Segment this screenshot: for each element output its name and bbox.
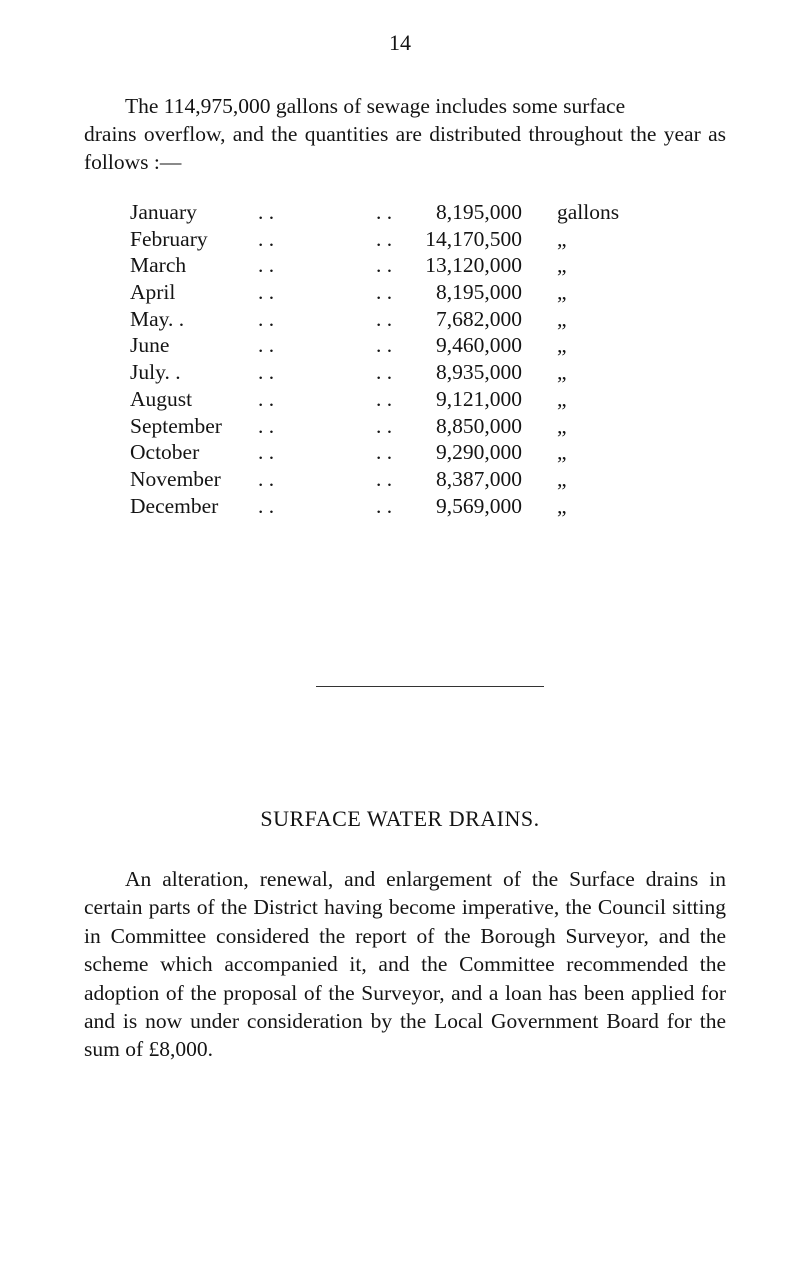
month-label: July. . <box>130 360 181 385</box>
leader-dots: . . <box>258 466 275 491</box>
unit-label: „ <box>557 333 567 358</box>
unit-label: „ <box>557 253 567 278</box>
gallons-amount: 9,569,000 <box>436 493 522 518</box>
leader-dots: . . <box>376 440 393 465</box>
leader-dots: . . <box>376 466 393 491</box>
month-label: August <box>130 386 193 411</box>
month-label: June <box>130 333 170 358</box>
unit-label: „ <box>557 440 567 465</box>
leader-dots: . . <box>376 386 393 411</box>
monthly-flow-table <box>130 200 620 520</box>
intro-paragraph <box>84 92 726 176</box>
table-row <box>130 413 567 441</box>
leader-dots: . . <box>376 253 393 278</box>
month-label: September <box>130 413 222 438</box>
month-label: November <box>130 466 221 491</box>
unit-label: „ <box>557 466 567 491</box>
leader-dots: . . <box>258 493 275 518</box>
intro-first-line: The 114,975,000 gallons of sewage includes some surface <box>125 94 626 118</box>
gallons-amount: 7,682,000 <box>436 306 522 331</box>
leader-dots: . . <box>258 413 275 438</box>
table-row <box>130 333 567 360</box>
intro-continuation: drains overflow, and the quantities are distributed throughout the year as follows :— <box>84 122 726 174</box>
section-body: An alteration, renewal, and enlargement of the Surface drains in certain parts of the District having become imperative, the Council sitting in Committee considered the report of the Borough Surveyor, and the scheme which accompanied it, and the Committee recommended the adoption of the proposal of the Surveyor, and a loan has been applied for and is now under consideration by the Local Government Board for the sum of £8,000. <box>84 867 726 1062</box>
leader-dots: . . <box>258 280 275 305</box>
leader-dots: . . <box>376 333 393 358</box>
leader-dots: . . <box>258 200 275 224</box>
table-row <box>130 200 620 227</box>
leader-dots: . . <box>258 386 275 411</box>
gallons-amount: 8,935,000 <box>436 360 522 385</box>
gallons-amount: 9,290,000 <box>436 440 522 465</box>
section-heading: SURFACE WATER DRAINS. <box>260 806 540 831</box>
month-label: April <box>130 280 176 305</box>
leader-dots: . . <box>258 306 275 331</box>
month-label: May. . <box>130 306 185 331</box>
leader-dots: . . <box>376 200 393 224</box>
gallons-amount: 9,460,000 <box>436 333 522 358</box>
unit-label: „ <box>557 280 567 305</box>
leader-dots: . . <box>258 333 275 358</box>
gallons-amount: 8,195,000 <box>436 280 522 305</box>
gallons-amount: 8,850,000 <box>436 413 522 438</box>
gallons-amount: 8,195,000 <box>436 200 522 224</box>
unit-label: „ <box>557 306 567 331</box>
leader-dots: . . <box>376 413 393 438</box>
leader-dots: . . <box>258 440 275 465</box>
unit-label: „ <box>557 413 567 438</box>
leader-dots: . . <box>376 306 393 331</box>
table-row <box>130 253 567 280</box>
table-row <box>130 226 567 254</box>
section-divider <box>316 686 544 687</box>
leader-dots: . . <box>376 493 393 518</box>
table-row <box>130 440 567 467</box>
month-label: October <box>130 440 200 465</box>
table-row <box>130 306 567 334</box>
gallons-amount: 13,120,000 <box>425 253 522 278</box>
leader-dots: . . <box>376 360 393 385</box>
page-number: 14 <box>389 30 411 55</box>
unit-label: „ <box>557 386 567 411</box>
unit-label: gallons <box>557 200 620 224</box>
table-row <box>130 493 567 521</box>
table-row <box>130 466 567 494</box>
leader-dots: . . <box>376 280 393 305</box>
gallons-amount: 14,170,500 <box>425 226 522 251</box>
leader-dots: . . <box>376 226 393 251</box>
leader-dots: . . <box>258 226 275 251</box>
month-label: March <box>130 253 187 278</box>
gallons-amount: 8,387,000 <box>436 466 522 491</box>
table-row <box>130 360 567 387</box>
table-row <box>130 386 567 414</box>
unit-label: „ <box>557 226 567 251</box>
month-label: December <box>130 493 219 518</box>
leader-dots: . . <box>258 360 275 385</box>
unit-label: „ <box>557 360 567 385</box>
gallons-amount: 9,121,000 <box>436 386 522 411</box>
month-label: February <box>130 226 208 251</box>
table-row <box>130 280 567 307</box>
unit-label: „ <box>557 493 567 518</box>
leader-dots: . . <box>258 253 275 278</box>
month-label: January <box>130 200 197 224</box>
